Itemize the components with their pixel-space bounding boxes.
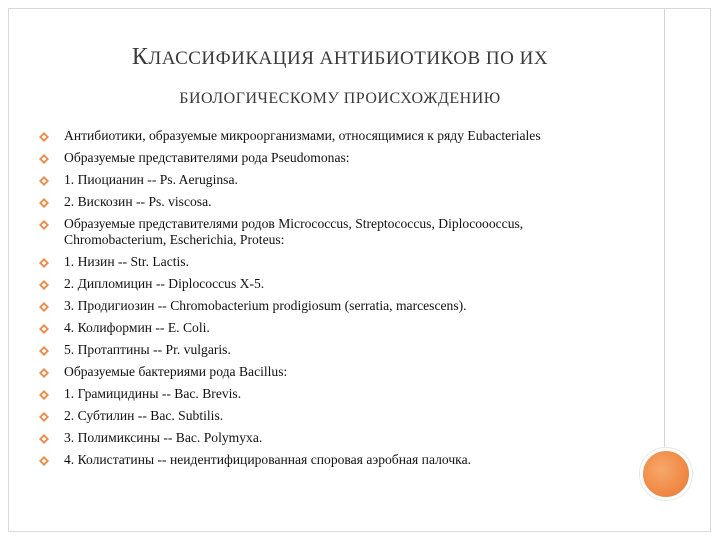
orange-diamond-outline-icon [38, 197, 50, 209]
list-item-text: 2. Субтилин -- Bac. Subtilis. [64, 408, 224, 423]
list-item [38, 216, 608, 248]
list-item [38, 128, 608, 144]
list-item [38, 276, 608, 292]
list-item [38, 364, 608, 380]
orange-diamond-outline-icon [38, 323, 50, 335]
list-item-text: 3. Продигиозин -- Chromobacterium prodigiosum (serratia, marcescens). [64, 298, 467, 313]
decorative-orange-circle [640, 448, 692, 500]
list-item-text: Образуемые представителями рода Pseudomonas: [64, 150, 350, 165]
list-item [38, 342, 608, 358]
orange-diamond-outline-icon [38, 257, 50, 269]
list-item [38, 194, 608, 210]
title-line-1 [60, 36, 620, 80]
list-item [38, 386, 608, 402]
list-item-text: Образуемые представителями родов Micrococcus, Streptococcus, Diplocoooccus, Chromobacterium, Escherichia, Proteus: [64, 216, 524, 247]
orange-diamond-outline-icon [38, 411, 50, 423]
orange-diamond-outline-icon [38, 279, 50, 291]
orange-diamond-outline-icon [38, 389, 50, 401]
list-item [38, 452, 608, 468]
list-item-text: 4. Колистатины -- неидентифицированная споровая аэробная палочка. [64, 452, 471, 467]
list-item [38, 150, 608, 166]
title-line-1-text: ЛАССИФИКАЦИЯ АНТИБИОТИКОВ ПО ИХ [148, 48, 549, 69]
title-initial-cap: К [131, 44, 149, 70]
list-item-text: 3. Полимиксины -- Bac. Polymyxa. [64, 430, 263, 445]
orange-diamond-outline-icon [38, 433, 50, 445]
slide-divider-line [664, 8, 665, 448]
orange-diamond-outline-icon [38, 367, 50, 379]
list-item-text: 4. Колиформин -- E. Coli. [64, 320, 210, 335]
list-item [38, 298, 608, 314]
orange-diamond-outline-icon [38, 153, 50, 165]
list-item [38, 430, 608, 446]
list-item-text: 1. Пиоцианин -- Ps. Aeruginsa. [64, 172, 238, 187]
list-item-text: 1. Грамицидины -- Bac. Brevis. [64, 386, 242, 401]
slide-title [60, 36, 620, 116]
orange-diamond-outline-icon [38, 219, 50, 231]
list-item [38, 408, 608, 424]
list-item-text: Антибиотики, образуемые микроорганизмами, относящимися к ряду Eubacteriales [64, 128, 541, 143]
list-item [38, 172, 608, 188]
list-item [38, 254, 608, 270]
list-item-text: 5. Протаптины -- Pr. vulgaris. [64, 342, 231, 357]
list-item-text: Образуемые бактериями рода Bacillus: [64, 364, 288, 379]
title-line-2: БИОЛОГИЧЕСКОМУ ПРОИСХОЖДЕНИЮ [179, 90, 501, 107]
list-item [38, 320, 608, 336]
bullet-list [38, 128, 608, 474]
list-item-text: 2. Дипломицин -- Diplococcus X-5. [64, 276, 265, 291]
list-item-text: 1. Низин -- Str. Lactis. [64, 254, 189, 269]
list-item-text: 2. Вискозин -- Ps. viscosa. [64, 194, 212, 209]
orange-diamond-outline-icon [38, 131, 50, 143]
orange-diamond-outline-icon [38, 345, 50, 357]
orange-diamond-outline-icon [38, 301, 50, 313]
orange-diamond-outline-icon [38, 455, 50, 467]
orange-diamond-outline-icon [38, 175, 50, 187]
